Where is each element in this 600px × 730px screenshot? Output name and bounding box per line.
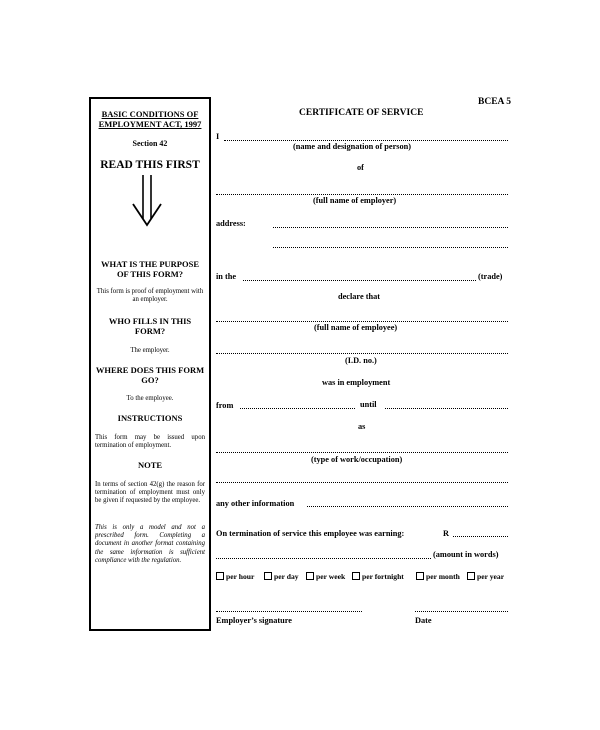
until-date-field[interactable] bbox=[385, 408, 508, 409]
of-label: of bbox=[357, 163, 364, 172]
date-label: Date bbox=[415, 616, 432, 625]
trade-field[interactable] bbox=[243, 280, 476, 281]
purpose-text: This form is proof of employment with an employer. bbox=[96, 288, 204, 304]
address-label: address: bbox=[216, 219, 246, 228]
where-text: To the employee. bbox=[126, 395, 174, 402]
per-day-option[interactable] bbox=[264, 572, 299, 581]
earnings-amount-field[interactable] bbox=[453, 536, 508, 537]
other-information-line-1[interactable] bbox=[216, 482, 508, 483]
who-text: The employer. bbox=[130, 347, 170, 354]
id-number-field[interactable] bbox=[216, 353, 508, 354]
occupation-field[interactable] bbox=[216, 452, 508, 453]
trade-label: (trade) bbox=[478, 272, 503, 281]
read-first-heading: READ THIS FIRST bbox=[100, 159, 200, 171]
employee-name-caption: (full name of employee) bbox=[314, 323, 398, 332]
where-heading: WHERE DOES THIS FORM GO? bbox=[95, 365, 205, 385]
checkbox[interactable] bbox=[467, 572, 475, 580]
pay-option-label: per year bbox=[477, 572, 505, 581]
occupation-caption: (type of work/occupation) bbox=[311, 455, 403, 464]
pay-option-label: per month bbox=[426, 572, 460, 581]
per-year-option[interactable] bbox=[467, 572, 504, 581]
per-fortnight-option[interactable] bbox=[352, 572, 404, 581]
per-month-option[interactable] bbox=[416, 572, 460, 581]
from-date-field[interactable] bbox=[240, 408, 355, 409]
from-label: from bbox=[216, 401, 234, 410]
amount-in-words-label: (amount in words) bbox=[433, 550, 499, 559]
form-code: BCEA 5 bbox=[478, 97, 511, 107]
signature-field[interactable] bbox=[216, 611, 362, 612]
until-label: until bbox=[360, 400, 377, 409]
employer-name-field[interactable] bbox=[216, 194, 508, 195]
act-title: BASIC CONDITIONS OF EMPLOYMENT ACT, 1997 bbox=[98, 109, 202, 129]
note-heading: NOTE bbox=[137, 460, 163, 470]
instructions-sidebar bbox=[89, 97, 211, 631]
instructions-text: This form may be issued upon termination of employment. bbox=[95, 434, 205, 450]
pay-option-label: per day bbox=[274, 572, 299, 581]
form-title: CERTIFICATE OF SERVICE bbox=[299, 108, 424, 118]
address-line-2-field[interactable] bbox=[273, 247, 508, 248]
checkbox[interactable] bbox=[306, 572, 314, 580]
pay-option-label: per week bbox=[316, 572, 346, 581]
employer-signature-label: Employer’s signature bbox=[216, 616, 292, 625]
declare-that-label: declare that bbox=[338, 292, 381, 301]
employee-name-field[interactable] bbox=[216, 321, 508, 322]
checkbox[interactable] bbox=[352, 572, 360, 580]
employer-name-caption: (full name of employer) bbox=[313, 196, 397, 205]
who-heading: WHO FILLS IN THIS FORM? bbox=[108, 316, 192, 336]
amount-in-words-field[interactable] bbox=[216, 558, 431, 559]
section-label: Section 42 bbox=[132, 139, 168, 148]
per-week-option[interactable] bbox=[306, 572, 345, 581]
any-other-information-label: any other information bbox=[216, 499, 295, 508]
address-line-1-field[interactable] bbox=[273, 227, 508, 228]
as-label: as bbox=[358, 422, 366, 431]
note-text: In terms of section 42(g) the reason for termination of employment must only be given if requested by the employee. bbox=[95, 481, 205, 505]
model-text: This is only a model and not a prescribed form. Completing a document in another format containing the same information is sufficient compliance with the regulation. bbox=[95, 524, 205, 564]
id-no-caption: (I.D. no.) bbox=[345, 356, 377, 365]
checkbox[interactable] bbox=[264, 572, 272, 580]
i-label: I bbox=[216, 132, 220, 141]
checkbox[interactable] bbox=[216, 572, 224, 580]
name-designation-caption: (name and designation of person) bbox=[293, 142, 412, 151]
was-in-employment-label: was in employment bbox=[322, 378, 391, 387]
pay-option-label: per fortnight bbox=[362, 572, 404, 581]
in-the-label: in the bbox=[216, 272, 237, 281]
down-arrow-icon bbox=[132, 175, 162, 227]
date-field[interactable] bbox=[415, 611, 508, 612]
checkbox[interactable] bbox=[416, 572, 424, 580]
per-hour-option[interactable] bbox=[216, 572, 254, 581]
purpose-heading: WHAT IS THE PURPOSE OF THIS FORM? bbox=[100, 259, 199, 279]
instructions-heading: INSTRUCTIONS bbox=[117, 413, 183, 423]
termination-label: On termination of service this employee was earning: bbox=[216, 529, 405, 538]
other-information-line-2[interactable] bbox=[307, 506, 508, 507]
currency-label: R bbox=[443, 529, 449, 538]
pay-option-label: per hour bbox=[226, 572, 255, 581]
person-name-field[interactable] bbox=[224, 140, 508, 141]
